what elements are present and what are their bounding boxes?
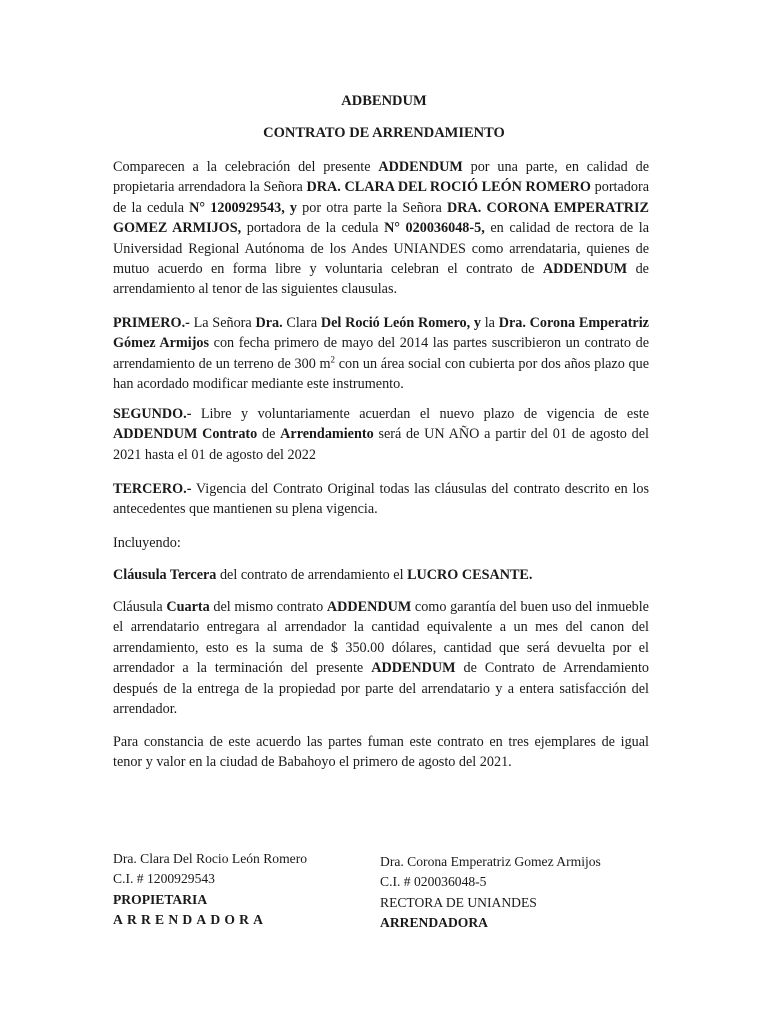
bold-run: LUCRO CESANTE. <box>407 567 533 583</box>
text-run: portadora de la cedula <box>241 220 385 237</box>
text-run: del contrato de arrendamiento el <box>216 567 408 583</box>
text-run: del mismo contrato <box>209 599 327 615</box>
bold-run: N° 020036048-5, <box>384 220 485 237</box>
text-run: en calidad de rectora de la Universidad Regional Autónoma de los Andes UNIANDES como arrendataria, quienes de mutuo acuerdo en forma libre y voluntaria celebran el contrato de <box>113 220 649 278</box>
bold-run: Arrendamiento <box>280 426 374 443</box>
clausula-tercera-text <box>113 565 649 585</box>
bold-run: TERCERO.- <box>113 481 192 497</box>
bold-run: N° 1200929543, y <box>189 199 298 216</box>
superscript-run: 2 <box>330 354 336 365</box>
bold-run: ADDENDUM <box>326 599 412 615</box>
text-run: con un área social con cubierta por dos años plazo que han acordado modificar mediante este instrumento. <box>113 355 650 393</box>
signer-right-name: Dra. Corona Emperatriz Gomez Armijos <box>380 854 601 869</box>
signer-left-role-2: ARRENDADORA <box>113 912 268 928</box>
text-run: Cláusula <box>113 599 167 615</box>
bold-run: PRIMERO.- <box>113 315 190 331</box>
text-run: Para constancia de este acuerdo las partes fuman este contrato en tres ejemplares de igual tenor y valor en la ciudad de Babahoyo el primero de agosto del 2021. <box>113 734 649 771</box>
bold-run: DRA. CLARA DEL ROCIÓ LEÓN ROMERO <box>306 179 591 196</box>
bold-run: ADDENDUM <box>371 660 456 677</box>
intro-paragraph <box>113 157 649 300</box>
incluyendo-text <box>113 533 649 553</box>
text-run: por otra parte la Señora <box>297 199 447 216</box>
signature-block-right <box>380 852 601 934</box>
text-run: con fecha primero de mayo del 2014 las partes suscribieron un contrato de arrendamiento de un terreno de 300 m <box>113 335 649 372</box>
document-subtitle: CONTRATO DE ARRENDAMIENTO <box>263 125 505 141</box>
clause-segundo <box>113 404 649 465</box>
text-run: será de UN AÑO a partir del 01 de agosto del 2021 hasta el 01 de agosto del 2022 <box>113 426 649 463</box>
clause-primero <box>113 313 649 395</box>
text-run: de arrendamiento al tenor de las siguientes clausulas. <box>113 261 649 298</box>
bold-run: DRA. CORONA EMPERATRIZ GOMEZ ARMIJOS, <box>113 199 650 237</box>
text-run: Incluyendo: <box>113 535 181 551</box>
constancia-paragraph <box>113 732 649 773</box>
bold-run: ADDENDUM Contrato <box>113 426 258 443</box>
signer-right-role-2: ARRENDADORA <box>380 915 488 931</box>
bold-run: ADDENDUM <box>542 261 628 278</box>
signer-right-role: RECTORA DE UNIANDES <box>380 894 537 910</box>
signer-left-name: Dra. Clara Del Rocio León Romero <box>113 851 308 866</box>
clause-tercero <box>113 479 649 520</box>
signature-block-left <box>113 849 307 931</box>
document-title: ADBENDUM <box>341 93 427 109</box>
text-run: de <box>257 426 281 443</box>
bold-run: SEGUNDO.- <box>113 406 192 422</box>
bold-run: Cuarta <box>166 599 210 615</box>
bold-run: Cláusula Tercera <box>113 567 217 583</box>
signer-left-role: PROPIETARIA <box>113 891 208 907</box>
text-run: como garantía del buen uso del inmueble el arrendatario entregara al arrendador la cantidad equivalente a un mes del canon del arrendamiento, esto es la suma de $ 350.00 dólares, cantidad que será devuelta por el arrendador a la terminación del presente <box>113 599 649 677</box>
bold-run: ADDENDUM <box>378 159 463 175</box>
text-run: Clara <box>282 315 321 331</box>
clausula-cuarta-paragraph <box>113 597 649 719</box>
signer-right-ci: C.I. # 020036048-5 <box>380 874 487 890</box>
text-run: Libre y voluntariamente acuerdan el nuevo plazo de vigencia de este <box>191 406 649 422</box>
bold-run: Del Roció León Romero, y <box>320 315 481 331</box>
text-run: Vigencia del Contrato Original todas las cláusulas del contrato descrito en los antecedentes que mantienen su plena vigencia. <box>113 481 649 518</box>
text-run: la <box>480 315 499 331</box>
bold-run: Dra. Corona Emperatriz Gómez Armijos <box>113 315 649 352</box>
text-run: La Señora <box>189 315 256 331</box>
text-run: Comparecen a la celebración del presente <box>113 159 379 175</box>
bold-run: Dra. <box>255 315 283 331</box>
text-run: portadora de la cedula <box>113 179 649 216</box>
text-run: por una parte, en calidad de propietaria arrendadora la Señora <box>113 159 649 196</box>
signer-left-ci: C.I. # 1200929543 <box>113 871 215 887</box>
text-run: de Contrato de Arrendamiento después de la entrega de la propiedad por parte del arrendatario y a entera satisfacción del arrendador. <box>113 660 649 718</box>
